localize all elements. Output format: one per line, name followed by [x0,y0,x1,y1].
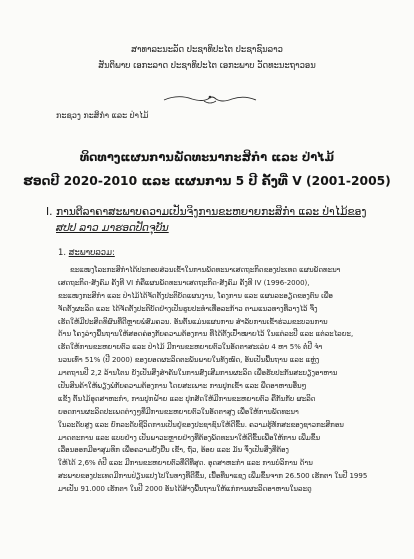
body-paragraph [58,264,382,496]
document-title-line-1: ທິດທາງແຜນການພັດທະນາກະສິກຳ ແລະ ປ່າໄມ້ [79,150,335,164]
subsection-label: ສະພາບລວມ: [68,247,115,257]
body-line: ໃຫ້ໄດ້ 2,6% ຕໍ່ປີ ແລະ ມີການຂະຫຍາຍຕົວທີ່ດີທີ່ສຸດ. ອຸດສາຫະກຳ ແລະ ການບໍລິການ ດ້ານ [58,459,313,468]
body-line: ເຮັດໃຫ້ການຂະຫຍາຍຕົວ ແລະ ປ່າໄມ້ ມີການຂະຫຍາຍຕົວໃນອັດຕາສະເລ່ຍ 4 ຫາ 5% ຕໍ່ປີ ຈຳ [58,343,323,352]
body-line: ເຮັດໃຫ້ມີປະສິດທິຜົນທີ່ດີຫຼາຍພໍສົມຄວນ. ອັນຕົ້ນແມ່ນແຜນການ ສຳລັບການເຂົ້າຮ່ວມຂະບວນການ [58,317,328,326]
section-title-line-2: ສປປ ລາວ ມາຮອດປັດຈຸບັນ [56,222,169,234]
header-line-1: ສາທາລະນະລັດ ປະຊາທິປະໄຕ ປະຊາຊົນລາວ [131,44,283,54]
subsection-heading [58,247,115,257]
body-line: ແຂັ້ງ ຕົ້ນໄມ້ອຸດສາຫະກຳ, ການປູກຝ້າຍ ແລະ ປຸກສັດໃຫ້ມີການຂະຫຍາຍຕົວ ຄືກັນກັບ ຜະລິດ [58,394,316,403]
ministry-name: ກະຊວງ ກະສິກຳ ແລະ ປ່າໄມ້ [56,111,149,120]
subsection-number: 1. [58,247,66,257]
body-line: ຂະແໜງກະສິກຳ ແລະ ປ່າໄມ້ໄດ້ຈັດຕັ້ງປະຕິບັດແຜນງານ, ໂຄງການ ແລະ ແຜນລະອຽດຂອງຕົນ ເພື່ອ [58,291,333,300]
body-line: ມາຕຖານປີ 2,2 ລ້ານໂຕນ ຍັງເປັນສິ່ງສຳຄັນໃນການສົ່ງເສີມການຜະລິດ ເພື່ອຮັບປະກັນສະບຽງອາຫານ [58,369,338,378]
section-title-line-1: ການຕີລາຄາສະພາບຄວາມເປັນຈິງການຂະຫຍາຍກະສິກຳ ແລະ ປ່າໄມ້ຂອງ [56,206,367,218]
body-line: ດ້ານ ໂຄງລ່າງພື້ນຖານໃຫ້ສອດຄ່ອງກັບຄວາມຕ້ອງການ ທີ່ໄດ້ຕັ້ງເປົ້າໝາຍໄວ້ ໃນແຕ່ລະປີ ແລະ ແຕ່ລະໄລຍະ, [58,330,354,339]
body-line: ເລື່ອນອອກມີອາສຸມທິກ ເພື່ອຄວາມຢັ້ງຢືນ ເຂົ້າ, ຖົ່ວ, ອ້ອຍ ແລະ ມັນ ຈຶ່ງເປັນສິ່ງທີ່ຕ້ອງ [58,446,289,455]
body-line: ເປັນສິນຄ້າໃຫ້ພຽງພໍກັບຄວາມຕ້ອງການ ໂດຍສະເພາະ ການປູກເຂົ້າ ແລະ ພືດອາຫານອື່ນໆ [58,382,307,391]
body-line: ຈັດຕັ້ງຜະລິດ ແລະ ໄດ້ຈັດຕັ້ງປະຕິບັດຢ່າງເປັນຮູບປະທຳເທື່ອລະກ້າວ ຕາມແນວທາງທີ່ວາງໄວ້ ຈຶ່ງ [58,304,318,313]
body-line: ມາດຕະການ ແລະ ແບບຢ່າງ ເປັນພາວະຫຼາຍຢ່າງທີ່ຕ້ອງພັດທະນາໃຫ້ດີຂຶ້ນເພື່ອໃຫ້ການ ເພີ່ມຂຶ້ນ [58,433,321,442]
document-title-line-2: ຮອດປີ 2020-2010 ແລະ ແຜນການ 5 ປີ ຄັ້ງທີ່ V (2001-2005) [23,174,391,188]
body-line: ຂະແໜງໂລະກະສິກຳໄດ້ປະກອບສ່ວນເຂົ້າໃນການພັດທະນາເສດຖະກິດຂອງປະເທດ ແຜນພັດທະນາ [70,266,341,274]
section-number: I. [46,206,53,218]
body-line: ສະພາບຂອງປະເທດມີການປ່ຽນແປງໄປໃນທາງທີ່ດີຂຶ້ນ, ເນື້ອທີ່ນາແຊງ ເພີ່ມຂຶ້ນຈາກ 26.500 ເຮັກຕາ ໃນປີ 1995 [58,472,368,481]
body-line: ຍອດການຜະລິດປະເພດຕ່າງໆທີ່ມີການຂະຫຍາຍຕົວໃນອັດຕາສູງ ເພື່ອໃຫ້ການພັດທະນາ [58,407,299,416]
decorative-divider-ornament [160,92,260,106]
body-line: ມາເປັນ 91.000 ເຮັກຕາ ໃນປີ 2000 ອັນໄດ້ສ້າງພື້ນຖານໃຫ້ແກ່ການຜະລິດອາຫານໃນລະດູ [58,485,312,494]
body-line: ໃນລະດັບສູງ ແລະ ຍົກລະດັບຊີວິດການເປັນຢູ່ຂອງປະຊາຊົນໃຫ້ດີຂຶ້ນ. ຄວາມຮູ້ທັກສະຂອງຊາວກະສິກອນ [58,420,344,429]
header-line-2: ສັນຕິພາບ ເອກະລາດ ປະຊາທິປະໄຕ ເອກະພາບ ວັດທະນະຖາວອນ [98,60,316,70]
body-line: ນວນເທົ່າ 51% (ປີ 2000) ຂອງຍອດຜະລິດຕະພັນພາຍໃນທັງໝົດ, ອັນເປັນພື້ນຖານ ແລະ ແຫຼ່ງ [58,356,320,365]
body-line: ເສດຖະກິດ-ສັງຄົມ ຄັ້ງທີ VI ກໍ່ຄືແຜນພັດທະນາເສດຖະກິດ-ສັງຄົມ ຄັ້ງທີ IV (1996-2000), [58,278,310,287]
